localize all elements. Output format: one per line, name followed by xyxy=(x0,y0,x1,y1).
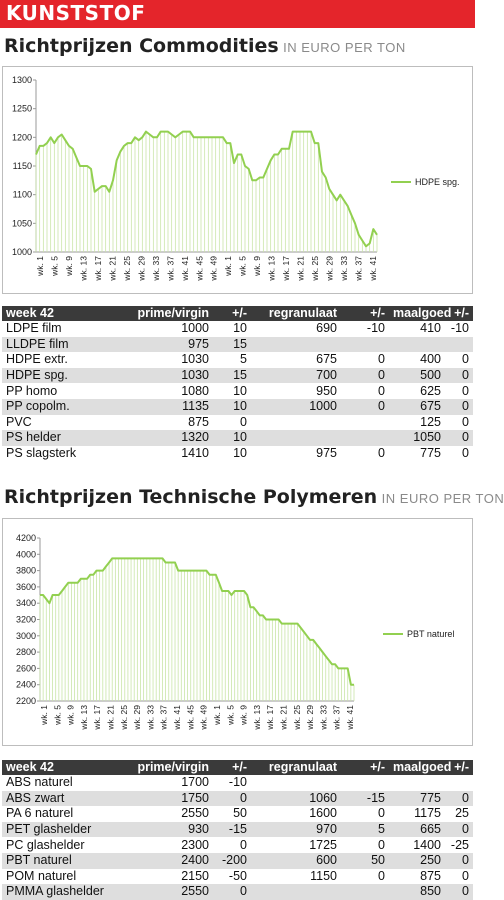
column-header: regranulaat xyxy=(251,760,341,775)
price-cell: 50 xyxy=(341,853,389,869)
price-cell xyxy=(341,415,389,431)
price-cell: 2550 xyxy=(97,884,213,900)
material-name-cell: PET glashelder xyxy=(2,822,97,838)
price-cell: 1400 xyxy=(413,837,441,852)
price-cell: 850 xyxy=(389,884,445,900)
table-row xyxy=(2,430,473,446)
price-cell: 5 xyxy=(240,352,247,367)
column-header: +/- xyxy=(213,306,251,321)
price-cell xyxy=(251,337,341,353)
price-cell xyxy=(341,430,389,446)
price-cell: 2400 xyxy=(97,853,213,869)
x-tick-label: wk. 49 xyxy=(198,705,209,730)
table-row xyxy=(2,415,473,431)
price-cell: 0 xyxy=(341,368,389,384)
price-cell xyxy=(251,775,341,791)
y-tick-label: 1200 xyxy=(11,132,32,143)
commodities-chart-svg xyxy=(3,67,472,293)
price-cell: 0 xyxy=(213,884,251,900)
material-name-cell: PP copolm. xyxy=(2,399,97,415)
table-row xyxy=(2,853,473,869)
price-cell: 1600 xyxy=(309,806,337,821)
price-cell: 0 xyxy=(445,884,473,900)
x-tick-label: wk. 1 xyxy=(35,256,45,276)
price-cell xyxy=(341,775,389,791)
x-tick-label: wk. 17 xyxy=(265,705,276,730)
commodities-chart xyxy=(2,66,473,294)
y-tick-label: 4000 xyxy=(15,549,36,560)
y-tick-label: 1100 xyxy=(12,189,32,200)
price-cell: 2550 xyxy=(181,806,209,821)
price-cell: 0 xyxy=(213,791,251,807)
price-cell: 10 xyxy=(233,446,247,461)
x-tick-label: wk. 21 xyxy=(107,256,118,281)
price-cell: 1000 xyxy=(251,399,341,415)
x-tick-label: wk. 33 xyxy=(150,256,161,281)
legend-label: PBT naturel xyxy=(407,629,455,639)
x-tick-label: wk. 37 xyxy=(165,256,176,281)
y-tick-label: 1300 xyxy=(11,75,32,85)
material-name-cell: PBT naturel xyxy=(2,853,97,869)
price-cell: 975 xyxy=(97,337,213,353)
y-tick-label: 3200 xyxy=(15,614,36,625)
x-tick-label: wk. 17 xyxy=(92,256,103,281)
table-row xyxy=(2,337,473,353)
x-tick-label: wk. 17 xyxy=(92,705,103,730)
y-tick-label: 1000 xyxy=(11,247,32,257)
x-tick-label: wk. 1 xyxy=(223,256,234,276)
polymers-heading xyxy=(4,486,504,508)
x-tick-label: wk. 13 xyxy=(78,256,89,281)
x-tick-label: wk. 29 xyxy=(132,705,143,730)
material-name-cell: POM naturel xyxy=(6,868,77,883)
column-header: +/- xyxy=(341,306,389,321)
material-name-cell: HDPE extr. xyxy=(6,352,68,367)
price-cell: 625 xyxy=(420,383,441,398)
x-tick-label: wk. 13 xyxy=(266,256,277,281)
x-tick-label: wk. 9 xyxy=(63,256,74,276)
price-cell: 1700 xyxy=(181,775,209,790)
material-name-cell: PVC xyxy=(6,414,32,429)
x-tick-label: wk. 49 xyxy=(208,256,219,281)
polymers-price-table xyxy=(2,760,473,900)
price-cell: 600 xyxy=(251,853,341,869)
price-cell: 1000 xyxy=(181,321,209,336)
price-cell: 0 xyxy=(462,383,469,398)
x-tick-label: wk. 9 xyxy=(65,705,76,725)
x-tick-label: wk. 5 xyxy=(225,705,236,725)
x-tick-label: wk. 41 xyxy=(368,256,378,281)
price-cell: 970 xyxy=(251,822,341,838)
x-tick-label: wk. 41 xyxy=(345,705,355,730)
x-tick-label: wk. 37 xyxy=(158,705,169,730)
x-tick-label: wk. 33 xyxy=(339,256,350,281)
x-tick-label: wk. 29 xyxy=(305,705,316,730)
price-cell xyxy=(389,337,445,353)
column-header: +/- xyxy=(445,306,473,321)
price-cell: 10 xyxy=(233,383,247,398)
x-tick-label: wk. 45 xyxy=(194,256,205,281)
material-name-cell: PC glashelder xyxy=(6,837,85,852)
price-cell: 1030 xyxy=(97,368,213,384)
x-tick-label: wk. 1 xyxy=(211,705,222,725)
material-name-cell: PS slagsterk xyxy=(6,446,77,461)
table-row xyxy=(2,806,473,822)
y-tick-label: 3600 xyxy=(15,581,36,592)
price-cell: 975 xyxy=(316,446,337,461)
x-tick-label: wk. 5 xyxy=(52,705,63,725)
price-cell: 930 xyxy=(97,822,213,838)
y-tick-label: 1250 xyxy=(11,103,32,114)
price-cell: 0 xyxy=(445,399,473,415)
price-cell: 0 xyxy=(341,399,389,415)
material-name-cell: PMMA glashelder xyxy=(2,884,97,900)
price-cell: 2150 xyxy=(181,868,209,883)
price-cell: 665 xyxy=(389,822,445,838)
y-tick-label: 1050 xyxy=(11,218,32,229)
y-tick-label: 1150 xyxy=(12,161,32,171)
table-row xyxy=(2,822,473,838)
price-cell xyxy=(341,337,389,353)
price-cell: 875 xyxy=(188,414,209,429)
x-tick-label: wk. 41 xyxy=(179,256,190,281)
table-row xyxy=(2,321,473,337)
price-cell: 775 xyxy=(420,446,441,461)
price-cell xyxy=(445,337,473,353)
price-cell: 1725 xyxy=(309,837,337,852)
banner-label: KUNSTSTOF xyxy=(6,1,146,25)
table-header-row xyxy=(2,306,473,321)
price-cell: 250 xyxy=(389,853,445,869)
material-name-cell: PP homo xyxy=(6,383,58,398)
x-tick-label: wk. 5 xyxy=(237,256,248,276)
price-cell: 675 xyxy=(316,352,337,367)
price-cell: 675 xyxy=(389,399,445,415)
x-tick-label: wk. 1 xyxy=(39,705,49,725)
x-tick-label: wk. 33 xyxy=(318,705,329,730)
table-row xyxy=(2,775,473,791)
material-name-cell: PS helder xyxy=(2,430,97,446)
x-tick-label: wk. 21 xyxy=(295,256,306,281)
price-cell: 0 xyxy=(462,868,469,883)
commodities-title: Richtprijzen Commodities xyxy=(4,35,279,57)
x-tick-label: wk. 17 xyxy=(281,256,292,281)
material-name-cell: LLDPE film xyxy=(2,337,97,353)
x-tick-label: wk. 33 xyxy=(145,705,156,730)
price-cell: 1175 xyxy=(414,806,441,821)
price-cell: 0 xyxy=(445,368,473,384)
price-cell: 0 xyxy=(445,822,473,838)
column-header: maalgoed xyxy=(389,306,445,321)
price-cell: 0 xyxy=(378,446,385,461)
price-cell xyxy=(341,884,389,900)
price-cell: 0 xyxy=(462,352,469,367)
price-cell: 400 xyxy=(420,352,441,367)
price-cell: 1150 xyxy=(310,868,337,883)
price-cell xyxy=(251,415,341,431)
price-cell: 1030 xyxy=(181,352,209,367)
price-cell: 1080 xyxy=(181,383,209,398)
table-row xyxy=(2,869,473,885)
commodities-subtitle: IN EURO PER TON xyxy=(283,40,406,55)
x-tick-label: wk. 25 xyxy=(121,256,132,281)
price-cell: 1320 xyxy=(97,430,213,446)
x-tick-label: wk. 29 xyxy=(136,256,147,281)
commodities-price-table xyxy=(2,306,473,461)
price-cell: 1135 xyxy=(97,399,213,415)
price-cell: 1060 xyxy=(251,791,341,807)
table-row xyxy=(2,446,473,462)
x-tick-label: wk. 37 xyxy=(331,705,342,730)
y-tick-label: 2800 xyxy=(15,647,36,658)
x-tick-label: wk. 41 xyxy=(172,705,183,730)
price-cell: 0 xyxy=(378,837,385,852)
price-cell: 15 xyxy=(213,337,251,353)
price-cell: -10 xyxy=(366,321,385,336)
column-header: prime/virgin xyxy=(97,306,213,321)
price-cell xyxy=(251,430,341,446)
material-name-cell: HDPE spg. xyxy=(2,368,97,384)
column-header: +/- xyxy=(445,760,473,775)
price-cell: 0 xyxy=(240,837,247,852)
price-cell: 0 xyxy=(462,414,469,429)
price-cell: 0 xyxy=(462,446,469,461)
price-cell: 410 xyxy=(420,321,441,336)
price-cell xyxy=(251,884,341,900)
price-cell: -10 xyxy=(450,321,469,336)
table-row xyxy=(2,791,473,807)
material-name-cell: ABS zwart xyxy=(2,791,97,807)
price-cell: 1410 xyxy=(181,446,209,461)
y-tick-label: 3800 xyxy=(15,565,36,576)
x-tick-label: wk. 21 xyxy=(105,705,116,730)
price-cell: 1050 xyxy=(389,430,445,446)
column-header: prime/virgin xyxy=(97,760,213,775)
material-name-cell: PA 6 naturel xyxy=(6,806,74,821)
y-tick-label: 2200 xyxy=(15,696,36,706)
price-cell: 700 xyxy=(251,368,341,384)
x-tick-label: wk. 45 xyxy=(185,705,196,730)
price-cell: 1750 xyxy=(97,791,213,807)
column-header: maalgoed xyxy=(389,760,445,775)
x-tick-label: wk. 5 xyxy=(49,256,60,276)
table-row xyxy=(2,837,473,853)
table-row xyxy=(2,399,473,415)
price-cell: 0 xyxy=(240,414,247,429)
section-banner xyxy=(0,0,475,28)
price-cell: 50 xyxy=(233,806,247,821)
price-cell: 125 xyxy=(420,414,441,429)
column-header: regranulaat xyxy=(251,306,341,321)
polymers-chart xyxy=(2,518,473,746)
price-cell: 0 xyxy=(378,383,385,398)
column-header: week 42 xyxy=(2,306,97,321)
legend-label: HDPE spg. xyxy=(415,177,460,187)
price-cell: 10 xyxy=(213,430,251,446)
table-row xyxy=(2,368,473,384)
table-header-row xyxy=(2,760,473,775)
table-row xyxy=(2,352,473,368)
price-cell: 25 xyxy=(455,806,469,821)
price-cell: 0 xyxy=(378,352,385,367)
price-cell: 5 xyxy=(341,822,389,838)
table-row xyxy=(2,383,473,399)
y-tick-label: 2600 xyxy=(15,663,36,674)
x-tick-label: wk. 9 xyxy=(238,705,249,725)
table-row xyxy=(2,884,473,900)
y-tick-label: 2400 xyxy=(15,679,36,690)
price-cell: 500 xyxy=(389,368,445,384)
price-cell: 10 xyxy=(233,321,247,336)
price-cell: 0 xyxy=(378,868,385,883)
commodities-heading xyxy=(4,35,406,57)
price-cell: 2300 xyxy=(181,837,209,852)
polymers-chart-svg xyxy=(3,519,472,745)
price-cell: -10 xyxy=(228,775,247,790)
material-name-cell: ABS naturel xyxy=(6,775,73,790)
x-tick-label: wk. 37 xyxy=(353,256,364,281)
price-cell xyxy=(389,775,445,791)
x-tick-label: wk. 25 xyxy=(310,256,321,281)
y-tick-label: 4200 xyxy=(15,533,36,543)
price-cell: 690 xyxy=(316,321,337,336)
price-cell: 10 xyxy=(213,399,251,415)
price-cell: 0 xyxy=(445,430,473,446)
price-cell: -50 xyxy=(228,868,247,883)
price-cell: -25 xyxy=(450,837,469,852)
x-tick-label: wk. 25 xyxy=(118,705,129,730)
x-tick-label: wk. 13 xyxy=(251,705,262,730)
y-tick-label: 3400 xyxy=(15,598,36,609)
price-cell: 950 xyxy=(316,383,337,398)
x-tick-label: wk. 29 xyxy=(324,256,335,281)
y-tick-label: 3000 xyxy=(15,630,36,641)
x-tick-label: wk. 25 xyxy=(291,705,302,730)
price-cell: 0 xyxy=(445,791,473,807)
x-tick-label: wk. 21 xyxy=(278,705,289,730)
price-cell: -15 xyxy=(213,822,251,838)
price-cell: 0 xyxy=(378,806,385,821)
price-cell: 0 xyxy=(445,853,473,869)
x-tick-label: wk. 13 xyxy=(78,705,89,730)
x-tick-label: wk. 9 xyxy=(252,256,263,276)
column-header: week 42 xyxy=(2,760,97,775)
material-name-cell: LDPE film xyxy=(6,321,62,336)
price-cell: 875 xyxy=(420,868,441,883)
price-cell: 775 xyxy=(389,791,445,807)
price-cell: -15 xyxy=(341,791,389,807)
price-cell: 15 xyxy=(213,368,251,384)
column-header: +/- xyxy=(213,760,251,775)
polymers-subtitle: IN EURO PER TON xyxy=(381,491,504,506)
polymers-title: Richtprijzen Technische Polymeren xyxy=(4,486,378,508)
price-cell: -200 xyxy=(213,853,251,869)
column-header: +/- xyxy=(341,760,389,775)
price-cell xyxy=(445,775,473,791)
